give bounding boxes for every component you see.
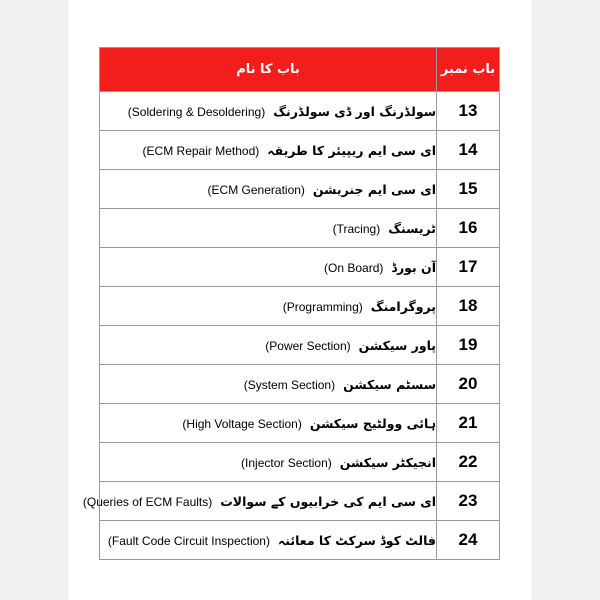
chapter-name-english: (Soldering & Desoldering) xyxy=(127,104,266,119)
table-row xyxy=(100,131,500,170)
chapter-name-english: (Power Section) xyxy=(265,338,351,353)
chapter-name-cell xyxy=(100,131,437,170)
chapter-name-urdu: آن بورڈ xyxy=(391,259,436,275)
chapter-name-urdu: سسٹم سیکشن xyxy=(343,376,436,392)
chapter-number: 24 xyxy=(437,521,500,560)
table-row xyxy=(100,92,500,131)
chapter-number: 20 xyxy=(437,365,500,404)
chapter-name-cell xyxy=(100,404,437,443)
chapter-number: 15 xyxy=(437,170,500,209)
chapter-name-english: (Injector Section) xyxy=(241,455,332,470)
chapter-number: 13 xyxy=(437,92,500,131)
chapter-name-cell xyxy=(100,443,437,482)
table-row xyxy=(100,326,500,365)
table-row xyxy=(100,521,500,560)
chapter-number: 14 xyxy=(437,131,500,170)
chapter-name-cell xyxy=(100,365,437,404)
table-row xyxy=(100,404,500,443)
chapter-name-urdu: پاور سیکشن xyxy=(358,337,436,353)
table-row xyxy=(100,170,500,209)
chapter-table xyxy=(82,47,500,560)
chapter-name-urdu: ٹریسنگ xyxy=(388,220,436,236)
chapter-name-cell xyxy=(100,170,437,209)
chapter-name-english: (Queries of ECM Faults) xyxy=(82,494,213,509)
chapter-name-cell xyxy=(82,482,437,521)
chapter-number-header: باب نمبر xyxy=(437,48,500,92)
chapter-name-english: (On Board) xyxy=(324,260,384,275)
chapter-name-urdu: ای سی ایم جنریشن xyxy=(312,181,436,197)
chapter-name-urdu: ای سی ایم کی خرابیوں کے سوالات xyxy=(220,493,436,509)
chapter-name-english: (High Voltage Section) xyxy=(182,416,302,431)
chapter-name-urdu: پروگرامنگ xyxy=(370,298,436,314)
chapter-number: 21 xyxy=(437,404,500,443)
document-page xyxy=(68,0,532,600)
chapter-name-english: (System Section) xyxy=(243,377,336,392)
table-row xyxy=(100,287,500,326)
chapter-name-cell xyxy=(100,92,437,131)
chapter-name-urdu: سولڈرنگ اور ڈی سولڈرنگ xyxy=(273,103,436,119)
table-row xyxy=(100,443,500,482)
chapter-name-cell xyxy=(100,287,437,326)
table-header-row xyxy=(100,48,500,92)
chapter-name-urdu: ہائی وولٹیج سیکشن xyxy=(309,415,436,431)
chapter-name-urdu: ای سی ایم ریپیئر کا طریقہ xyxy=(267,142,436,158)
chapter-name-urdu: فالٹ کوڈ سرکٹ کا معائنہ xyxy=(277,532,436,548)
chapter-number: 23 xyxy=(437,482,500,521)
chapter-number: 18 xyxy=(437,287,500,326)
chapter-name-urdu: انجیکٹر سیکشن xyxy=(339,454,436,470)
chapter-name-english: (Tracing) xyxy=(332,221,381,236)
table-row xyxy=(100,248,500,287)
table-row xyxy=(100,209,500,248)
table-row xyxy=(100,482,500,521)
chapter-number: 22 xyxy=(437,443,500,482)
table-row xyxy=(100,365,500,404)
chapter-number: 17 xyxy=(437,248,500,287)
chapter-name-cell xyxy=(100,248,437,287)
chapter-name-english: (ECM Generation) xyxy=(207,182,305,197)
chapter-number: 16 xyxy=(437,209,500,248)
chapter-number: 19 xyxy=(437,326,500,365)
chapter-name-cell xyxy=(100,209,437,248)
chapter-name-cell xyxy=(100,326,437,365)
chapter-name-cell xyxy=(100,521,437,560)
chapter-name-english: (ECM Repair Method) xyxy=(142,143,260,158)
chapter-name-english: (Programming) xyxy=(282,299,363,314)
chapter-table-body xyxy=(82,92,500,560)
chapter-name-header: باب کا نام xyxy=(100,48,437,92)
chapter-name-english: (Fault Code Circuit Inspection) xyxy=(107,533,270,548)
